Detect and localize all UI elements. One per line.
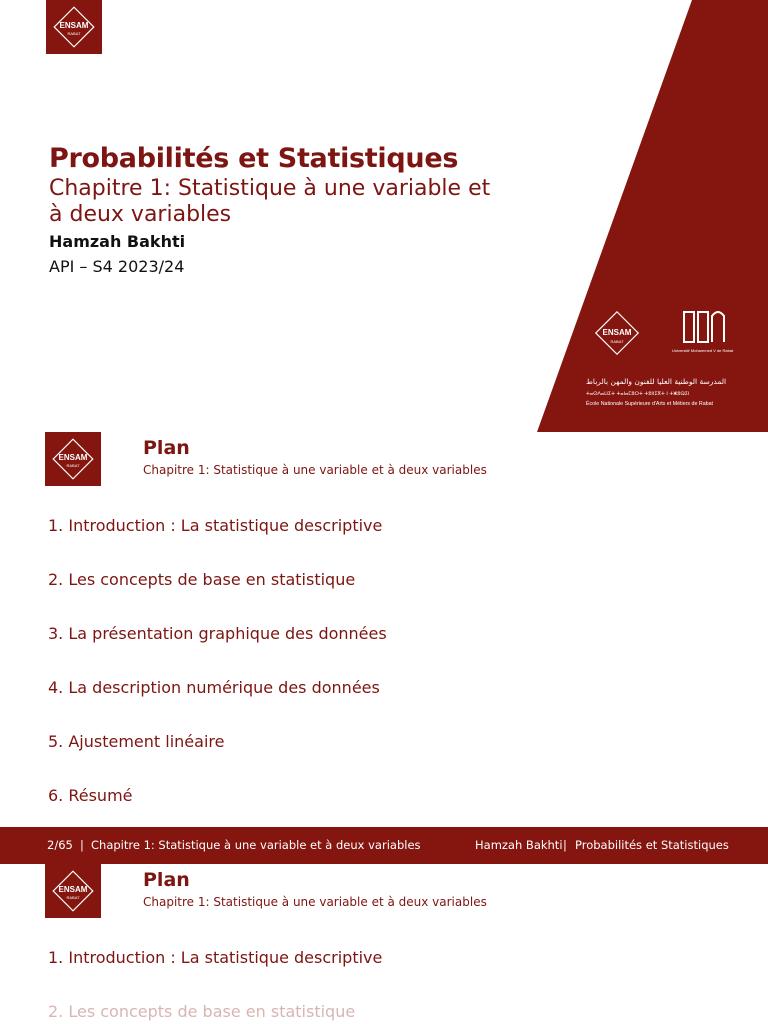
- plan-slide: [0, 864, 768, 1024]
- svg-text:ENSAM: ENSAM: [602, 328, 632, 337]
- plan-item: 5. Ajustement linéaire: [48, 732, 225, 751]
- svg-text:ENSAM: ENSAM: [58, 453, 88, 462]
- presentation-subtitle: Chapitre 1: Statistique à une variable et à deux variables: [49, 176, 491, 227]
- title-slide: [0, 0, 768, 432]
- footer-author: Hamzah Bakhti: [475, 838, 563, 852]
- plan-item: 6. Résumé: [48, 786, 133, 805]
- ensam-logo: [45, 864, 101, 918]
- plan-subtitle: Chapitre 1: Statistique à une variable et à deux variables: [143, 895, 487, 909]
- plan-list: [48, 516, 387, 840]
- footer-course: Probabilités et Statistiques: [575, 838, 729, 852]
- plan-item: 2. Les concepts de base en statistique: [48, 570, 356, 589]
- plan-item: 3. La présentation graphique des données: [48, 624, 387, 643]
- plan-item: 4. La description numérique des données: [48, 678, 380, 697]
- slide-footer: [0, 827, 768, 864]
- university-logo: [672, 312, 734, 353]
- svg-text:RABAT: RABAT: [66, 895, 80, 900]
- plan-title: Plan: [143, 437, 190, 459]
- footer-page-number: 2/65: [47, 838, 73, 852]
- presentation-course: API – S4 2023/24: [49, 257, 185, 276]
- svg-text:ENSAM: ENSAM: [58, 885, 88, 894]
- school-name-arabic: المدرسة الوطنية العليا للفنون والمهن بالرباط: [586, 377, 727, 386]
- plan-item-dimmed: 2. Les concepts de base en statistique: [48, 1002, 356, 1021]
- svg-text:ENSAM: ENSAM: [59, 21, 89, 30]
- ensam-white-logo: [596, 312, 638, 354]
- school-name-tifinagh: ⵜⴰⵙⴷⴰⵡⵉⵜ ⵜⴰⵏⴰⵎⵓⵔⵜ ⵜⵓⵏⵏⵉⴳⵜ ⵏ ⵜⵥⵓⵕⵉⵏ: [586, 391, 690, 397]
- plan-subtitle: Chapitre 1: Statistique à une variable et à deux variables: [143, 463, 487, 477]
- ensam-logo: [45, 432, 101, 486]
- footer-chapter: Chapitre 1: Statistique à une variable et à deux variables: [91, 838, 421, 852]
- plan-item-active: 1. Introduction : La statistique descriptive: [48, 948, 383, 967]
- ensam-logo: [46, 0, 102, 54]
- plan-list: [48, 948, 382, 1024]
- footer-separator: |: [563, 838, 567, 852]
- svg-text:RABAT: RABAT: [66, 463, 80, 468]
- presentation-title: Probabilités et Statistiques: [49, 143, 459, 174]
- svg-text:RABAT: RABAT: [67, 31, 81, 36]
- plan-item: 1. Introduction : La statistique descriptive: [48, 516, 383, 535]
- footer-separator: |: [80, 838, 84, 852]
- institution-logos: [586, 306, 766, 418]
- plan-slide: [0, 432, 768, 864]
- school-name-french: École Nationale Supérieure d'Arts et Métiers de Rabat: [586, 401, 714, 407]
- svg-text:Université Mohammed V de Rabat: Université Mohammed V de Rabat: [672, 348, 734, 353]
- presentation-author: Hamzah Bakhti: [49, 232, 186, 251]
- svg-text:RABAT: RABAT: [610, 339, 624, 344]
- plan-title: Plan: [143, 869, 190, 891]
